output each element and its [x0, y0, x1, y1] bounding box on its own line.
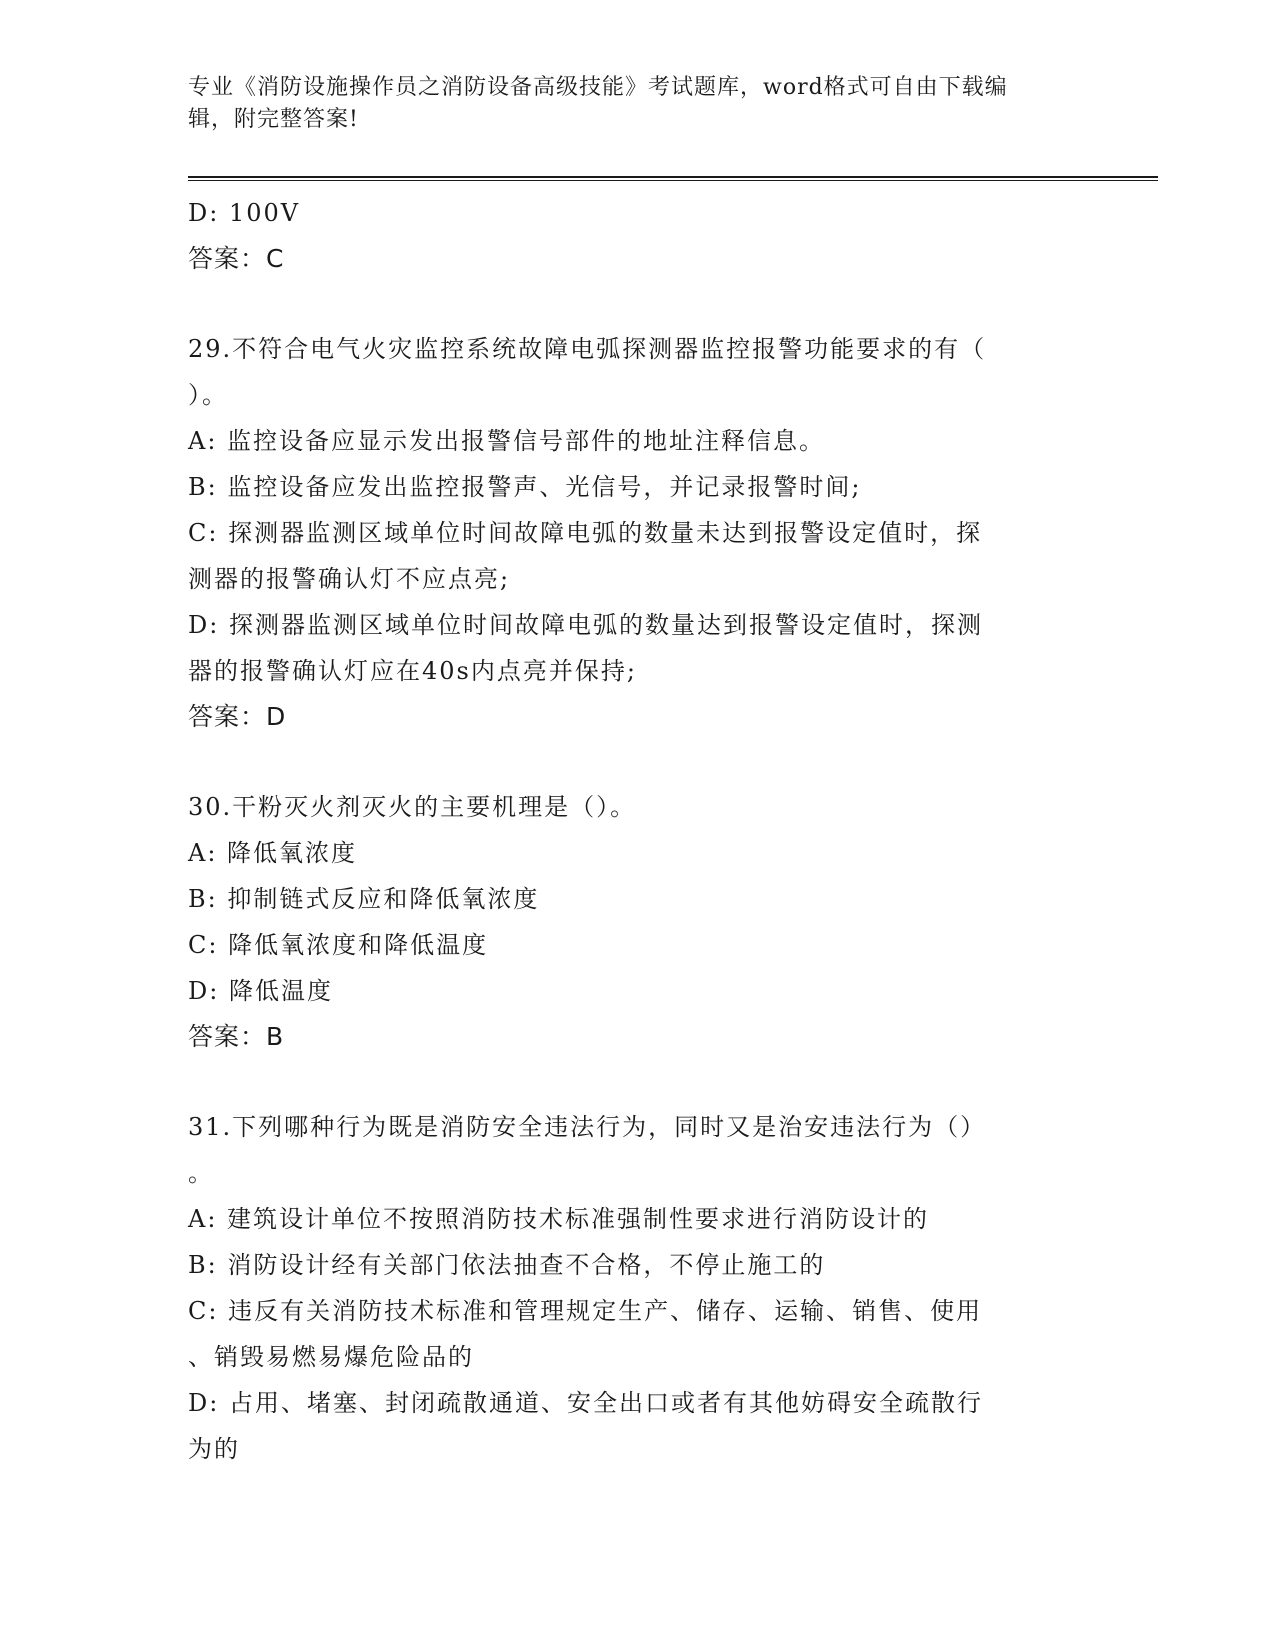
option-a: A: 建筑设计单位不按照消防技术标准强制性要求进行消防设计的: [188, 1205, 930, 1233]
spacer: [188, 740, 1088, 784]
option-d: D: 占用、堵塞、封闭疏散通道、安全出口或者有其他妨碍安全疏散行: [188, 1389, 983, 1417]
option-d-cont: 器的报警确认灯应在40s内点亮并保持;: [188, 657, 637, 685]
option-d: D: 降低温度: [188, 977, 333, 1005]
question-stem: 30.干粉灭火剂灭火的主要机理是（）。: [188, 793, 637, 821]
answer: 答案：B: [188, 1022, 285, 1051]
spacer: [188, 1060, 1088, 1104]
option-b: B: 监控设备应发出监控报警声、光信号，并记录报警时间;: [188, 473, 862, 501]
question-29: [188, 326, 1088, 740]
option-c-cont: 、销毁易燃易爆危险品的: [188, 1343, 474, 1371]
question-stem-cont: 。: [188, 1159, 214, 1187]
document-body: [188, 190, 1088, 1472]
question-stem: 31.下列哪种行为既是消防安全违法行为，同时又是治安违法行为（）: [188, 1113, 987, 1141]
question-30: [188, 784, 1088, 1060]
option-c: C: 探测器监测区域单位时间故障电弧的数量未达到报警设定值时，探: [188, 519, 983, 547]
prev-option-d: D: 100V: [188, 199, 301, 227]
spacer: [188, 282, 1088, 326]
option-d: D: 探测器监测区域单位时间故障电弧的数量达到报警设定值时，探测: [188, 611, 983, 639]
option-a: A: 监控设备应显示发出报警信号部件的地址注释信息。: [188, 427, 826, 455]
option-c: C: 降低氧浓度和降低温度: [188, 931, 489, 959]
option-c: C: 违反有关消防技术标准和管理规定生产、储存、运输、销售、使用: [188, 1297, 983, 1325]
answer: 答案：D: [188, 702, 287, 731]
header-divider: [188, 176, 1158, 181]
option-b: B: 抑制链式反应和降低氧浓度: [188, 885, 540, 913]
prev-answer: 答案：C: [188, 244, 285, 273]
header-line-2: 辑，附完整答案!: [188, 107, 359, 132]
question-31: [188, 1104, 1088, 1472]
question-stem: 29.不符合电气火灾监控系统故障电弧探测器监控报警功能要求的有（: [188, 335, 987, 363]
option-c-cont: 测器的报警确认灯不应点亮;: [188, 565, 511, 593]
option-b: B: 消防设计经有关部门依法抽查不合格，不停止施工的: [188, 1251, 826, 1279]
option-d-cont: 为的: [188, 1435, 240, 1463]
question-stem-cont: ）。: [188, 381, 228, 409]
option-a: A: 降低氧浓度: [188, 839, 358, 867]
header-line-1: 专业《消防设施操作员之消防设备高级技能》考试题库，word格式可自由下载编: [188, 75, 1008, 100]
document-header: [188, 72, 1068, 136]
